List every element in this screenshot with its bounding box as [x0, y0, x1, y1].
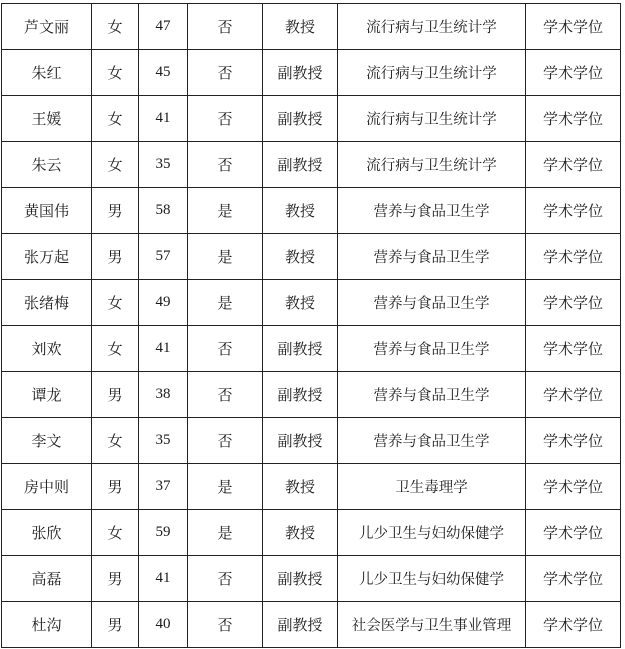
- name-cell: 王媛: [2, 96, 92, 142]
- name-cell: 高磊: [2, 556, 92, 602]
- discipline-cell: 流行病与卫生统计学: [338, 142, 526, 188]
- flag-cell: 否: [188, 602, 263, 648]
- title-cell: 副教授: [263, 372, 338, 418]
- name-cell: 刘欢: [2, 326, 92, 372]
- name-cell: 朱云: [2, 142, 92, 188]
- table-row: [2, 602, 621, 648]
- discipline-cell: 流行病与卫生统计学: [338, 96, 526, 142]
- discipline-cell: 营养与食品卫生学: [338, 188, 526, 234]
- discipline-cell: 流行病与卫生统计学: [338, 50, 526, 96]
- gender-cell: 女: [92, 4, 139, 50]
- degree-cell: 学术学位: [526, 372, 621, 418]
- flag-cell: 是: [188, 510, 263, 556]
- gender-cell: 男: [92, 556, 139, 602]
- gender-cell: 女: [92, 510, 139, 556]
- supervisor-table: [1, 3, 621, 648]
- age-cell: 41: [139, 326, 188, 372]
- table-row: [2, 50, 621, 96]
- discipline-cell: 流行病与卫生统计学: [338, 4, 526, 50]
- title-cell: 教授: [263, 510, 338, 556]
- title-cell: 副教授: [263, 418, 338, 464]
- title-cell: 教授: [263, 464, 338, 510]
- flag-cell: 是: [188, 188, 263, 234]
- flag-cell: 否: [188, 4, 263, 50]
- age-cell: 41: [139, 96, 188, 142]
- flag-cell: 是: [188, 464, 263, 510]
- name-cell: 谭龙: [2, 372, 92, 418]
- name-cell: 张万起: [2, 234, 92, 280]
- name-cell: 张欣: [2, 510, 92, 556]
- discipline-cell: 卫生毒理学: [338, 464, 526, 510]
- age-cell: 45: [139, 50, 188, 96]
- name-cell: 芦文丽: [2, 4, 92, 50]
- title-cell: 教授: [263, 4, 338, 50]
- age-cell: 49: [139, 280, 188, 326]
- degree-cell: 学术学位: [526, 464, 621, 510]
- degree-cell: 学术学位: [526, 4, 621, 50]
- flag-cell: 否: [188, 96, 263, 142]
- flag-cell: 否: [188, 326, 263, 372]
- degree-cell: 学术学位: [526, 510, 621, 556]
- flag-cell: 是: [188, 280, 263, 326]
- degree-cell: 学术学位: [526, 602, 621, 648]
- table-row: [2, 372, 621, 418]
- age-cell: 35: [139, 142, 188, 188]
- degree-cell: 学术学位: [526, 96, 621, 142]
- table-body: [2, 4, 621, 648]
- table-row: [2, 556, 621, 602]
- table-row: [2, 464, 621, 510]
- age-cell: 35: [139, 418, 188, 464]
- flag-cell: 否: [188, 142, 263, 188]
- degree-cell: 学术学位: [526, 234, 621, 280]
- table-row: [2, 326, 621, 372]
- discipline-cell: 营养与食品卫生学: [338, 418, 526, 464]
- discipline-cell: 儿少卫生与妇幼保健学: [338, 556, 526, 602]
- table-row: [2, 142, 621, 188]
- table-row: [2, 4, 621, 50]
- discipline-cell: 营养与食品卫生学: [338, 234, 526, 280]
- table-row: [2, 96, 621, 142]
- title-cell: 教授: [263, 188, 338, 234]
- degree-cell: 学术学位: [526, 280, 621, 326]
- gender-cell: 男: [92, 602, 139, 648]
- gender-cell: 男: [92, 372, 139, 418]
- flag-cell: 否: [188, 418, 263, 464]
- gender-cell: 女: [92, 96, 139, 142]
- title-cell: 副教授: [263, 326, 338, 372]
- degree-cell: 学术学位: [526, 50, 621, 96]
- name-cell: 房中则: [2, 464, 92, 510]
- table-row: [2, 188, 621, 234]
- name-cell: 朱红: [2, 50, 92, 96]
- discipline-cell: 营养与食品卫生学: [338, 326, 526, 372]
- gender-cell: 男: [92, 188, 139, 234]
- gender-cell: 女: [92, 142, 139, 188]
- discipline-cell: 社会医学与卫生事业管理: [338, 602, 526, 648]
- table-row: [2, 234, 621, 280]
- flag-cell: 是: [188, 234, 263, 280]
- age-cell: 57: [139, 234, 188, 280]
- degree-cell: 学术学位: [526, 326, 621, 372]
- table-row: [2, 280, 621, 326]
- flag-cell: 否: [188, 372, 263, 418]
- age-cell: 58: [139, 188, 188, 234]
- age-cell: 38: [139, 372, 188, 418]
- name-cell: 杜沟: [2, 602, 92, 648]
- title-cell: 副教授: [263, 96, 338, 142]
- gender-cell: 男: [92, 464, 139, 510]
- age-cell: 59: [139, 510, 188, 556]
- degree-cell: 学术学位: [526, 418, 621, 464]
- name-cell: 李文: [2, 418, 92, 464]
- gender-cell: 女: [92, 280, 139, 326]
- flag-cell: 否: [188, 50, 263, 96]
- name-cell: 张绪梅: [2, 280, 92, 326]
- name-cell: 黄国伟: [2, 188, 92, 234]
- age-cell: 41: [139, 556, 188, 602]
- gender-cell: 女: [92, 50, 139, 96]
- discipline-cell: 营养与食品卫生学: [338, 372, 526, 418]
- discipline-cell: 儿少卫生与妇幼保健学: [338, 510, 526, 556]
- table-row: [2, 418, 621, 464]
- gender-cell: 男: [92, 234, 139, 280]
- title-cell: 副教授: [263, 556, 338, 602]
- title-cell: 教授: [263, 234, 338, 280]
- title-cell: 副教授: [263, 142, 338, 188]
- title-cell: 教授: [263, 280, 338, 326]
- discipline-cell: 营养与食品卫生学: [338, 280, 526, 326]
- age-cell: 47: [139, 4, 188, 50]
- age-cell: 37: [139, 464, 188, 510]
- degree-cell: 学术学位: [526, 188, 621, 234]
- flag-cell: 否: [188, 556, 263, 602]
- gender-cell: 女: [92, 418, 139, 464]
- degree-cell: 学术学位: [526, 556, 621, 602]
- title-cell: 副教授: [263, 50, 338, 96]
- age-cell: 40: [139, 602, 188, 648]
- gender-cell: 女: [92, 326, 139, 372]
- title-cell: 副教授: [263, 602, 338, 648]
- table-row: [2, 510, 621, 556]
- degree-cell: 学术学位: [526, 142, 621, 188]
